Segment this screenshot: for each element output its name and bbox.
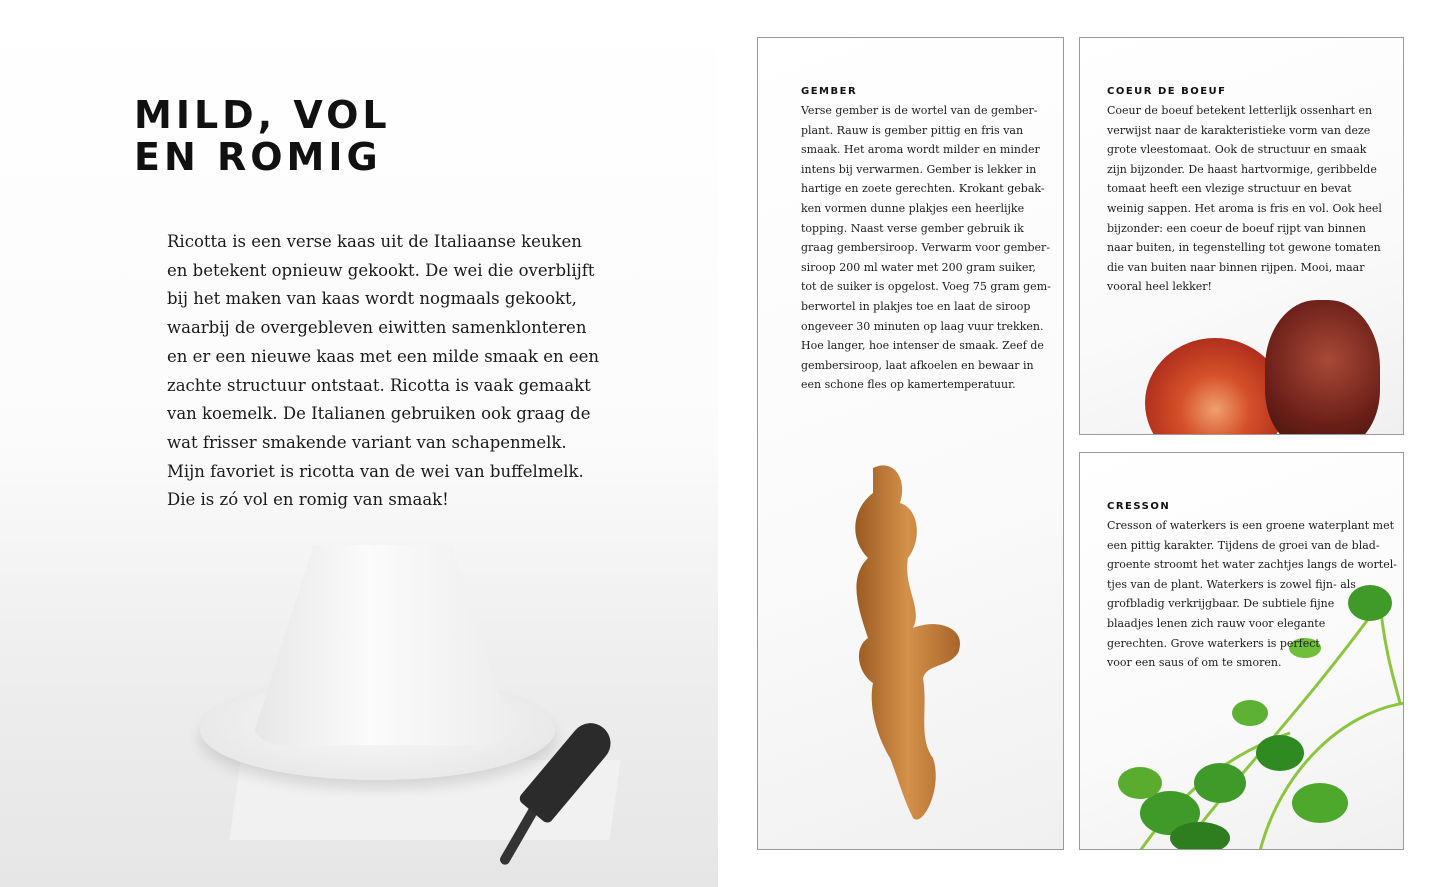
intro-line: Mijn favoriet is ricotta van de wei van buffelmelk. [167,461,584,481]
intro-line: bij het maken van kaas wordt nogmaals gekookt, [167,289,577,309]
card-line: tjes van de plant. Waterkers is zowel fijn- als [1107,577,1356,591]
card-line: Hoe langer, hoe intenser de smaak. Zeef de [801,339,1044,353]
card-line: gembersiroop, laat afkoelen en bewaar in [801,358,1034,372]
card-line: zijn bijzonder. De haast hartvormige, geribbelde [1107,162,1377,176]
card-heading: CRESSON [1107,501,1171,512]
intro-line: waarbij de overgebleven eiwitten samenklonteren [167,318,587,338]
intro-line: zachte structuur ontstaat. Ricotta is vaak gemaakt [167,375,591,395]
page-title [134,94,391,178]
card-line: Coeur de boeuf betekent letterlijk ossenhart en [1107,104,1373,117]
ginger-image [828,458,978,838]
card-line: naar buiten, in tegenstelling tot gewone tomaten [1107,241,1381,255]
card-line: gerechten. Grove waterkers is perfect [1107,636,1320,650]
card-line: tomaat heeft een vlezige structuur en bevat [1107,182,1352,196]
card-line: die van buiten naar binnen rijpen. Mooi, maar [1107,260,1365,274]
intro-paragraph [167,228,599,515]
title-line: EN ROMIG [134,135,382,179]
card-line: grote vleestomaat. Ook de structuur en smaak [1107,143,1367,157]
card-body [801,101,1051,395]
intro-line: en betekent opnieuw gekookt. De wei die overblijft [167,260,595,280]
card-body [1107,516,1397,673]
card-line: plant. Rauw is gember pittig en fris van [801,123,1024,137]
card-heading: GEMBER [801,86,858,97]
tomato-whole-image [1265,300,1380,435]
card-line: topping. Naast verse gember gebruik ik [801,221,1024,235]
card-line: voor een saus of om te smoren. [1107,656,1282,670]
card-line: blaadjes lenen zich rauw voor elegante [1107,616,1326,630]
card-line: weinig sappen. Het aroma is fris en vol. Ook heel [1107,201,1382,215]
intro-line: en er een nieuwe kaas met een milde smaak en een [167,346,600,366]
intro-line: Die is zó vol en romig van smaak! [167,490,449,510]
tomato-half-image [1145,338,1285,435]
card-line: een schone fles op kamertemperatuur. [801,378,1016,392]
card-coeur-de-boeuf [1079,37,1404,435]
intro-line: wat frisser smakende variant van schapenmelk. [167,432,567,452]
card-line: smaak. Het aroma wordt milder en minder [801,143,1040,157]
left-page [0,0,718,887]
card-line: groente stroomt het water zachtjes langs de wortel- [1107,558,1397,572]
card-line: siroop 200 ml water met 200 gram suiker, [801,260,1036,274]
card-line: hartige en zoete gerechten. Krokant gebak- [801,182,1045,196]
card-line: intens bij verwarmen. Gember is lekker in [801,162,1037,176]
card-line: berwortel in plakjes toe en laat de siroop [801,299,1031,313]
card-line: vooral heel lekker! [1107,280,1212,294]
card-heading: COEUR DE BOEUF [1107,86,1227,97]
intro-line: van koemelk. De Italianen gebruiken ook graag de [167,404,591,424]
title-line: MILD, VOL [134,93,391,137]
card-gember [757,37,1064,850]
card-line: Verse gember is de wortel van de gember- [801,104,1038,117]
ricotta-image [250,545,515,745]
intro-line: Ricotta is een verse kaas uit de Italiaanse keuken [167,232,582,251]
card-line: graag gembersiroop. Verwarm voor gember- [801,241,1051,255]
card-line: grofbladig verkrijgbaar. De subtiele fijne [1107,597,1335,611]
card-line: ongeveer 30 minuten op laag vuur trekken. [801,319,1044,333]
card-line: ken vormen dunne plakjes een heerlijke [801,201,1025,215]
card-line: tot de suiker is opgelost. Voeg 75 gram gem- [801,280,1051,294]
card-line: Cresson of waterkers is een groene waterplant met [1107,519,1395,532]
card-line: verwijst naar de karakteristieke vorm van deze [1107,123,1371,137]
card-body [1107,101,1382,297]
card-line: bijzonder: een coeur de boeuf rijpt van binnen [1107,221,1366,235]
card-line: een pittig karakter. Tijdens de groei van de blad- [1107,538,1380,552]
card-cresson [1079,452,1404,850]
